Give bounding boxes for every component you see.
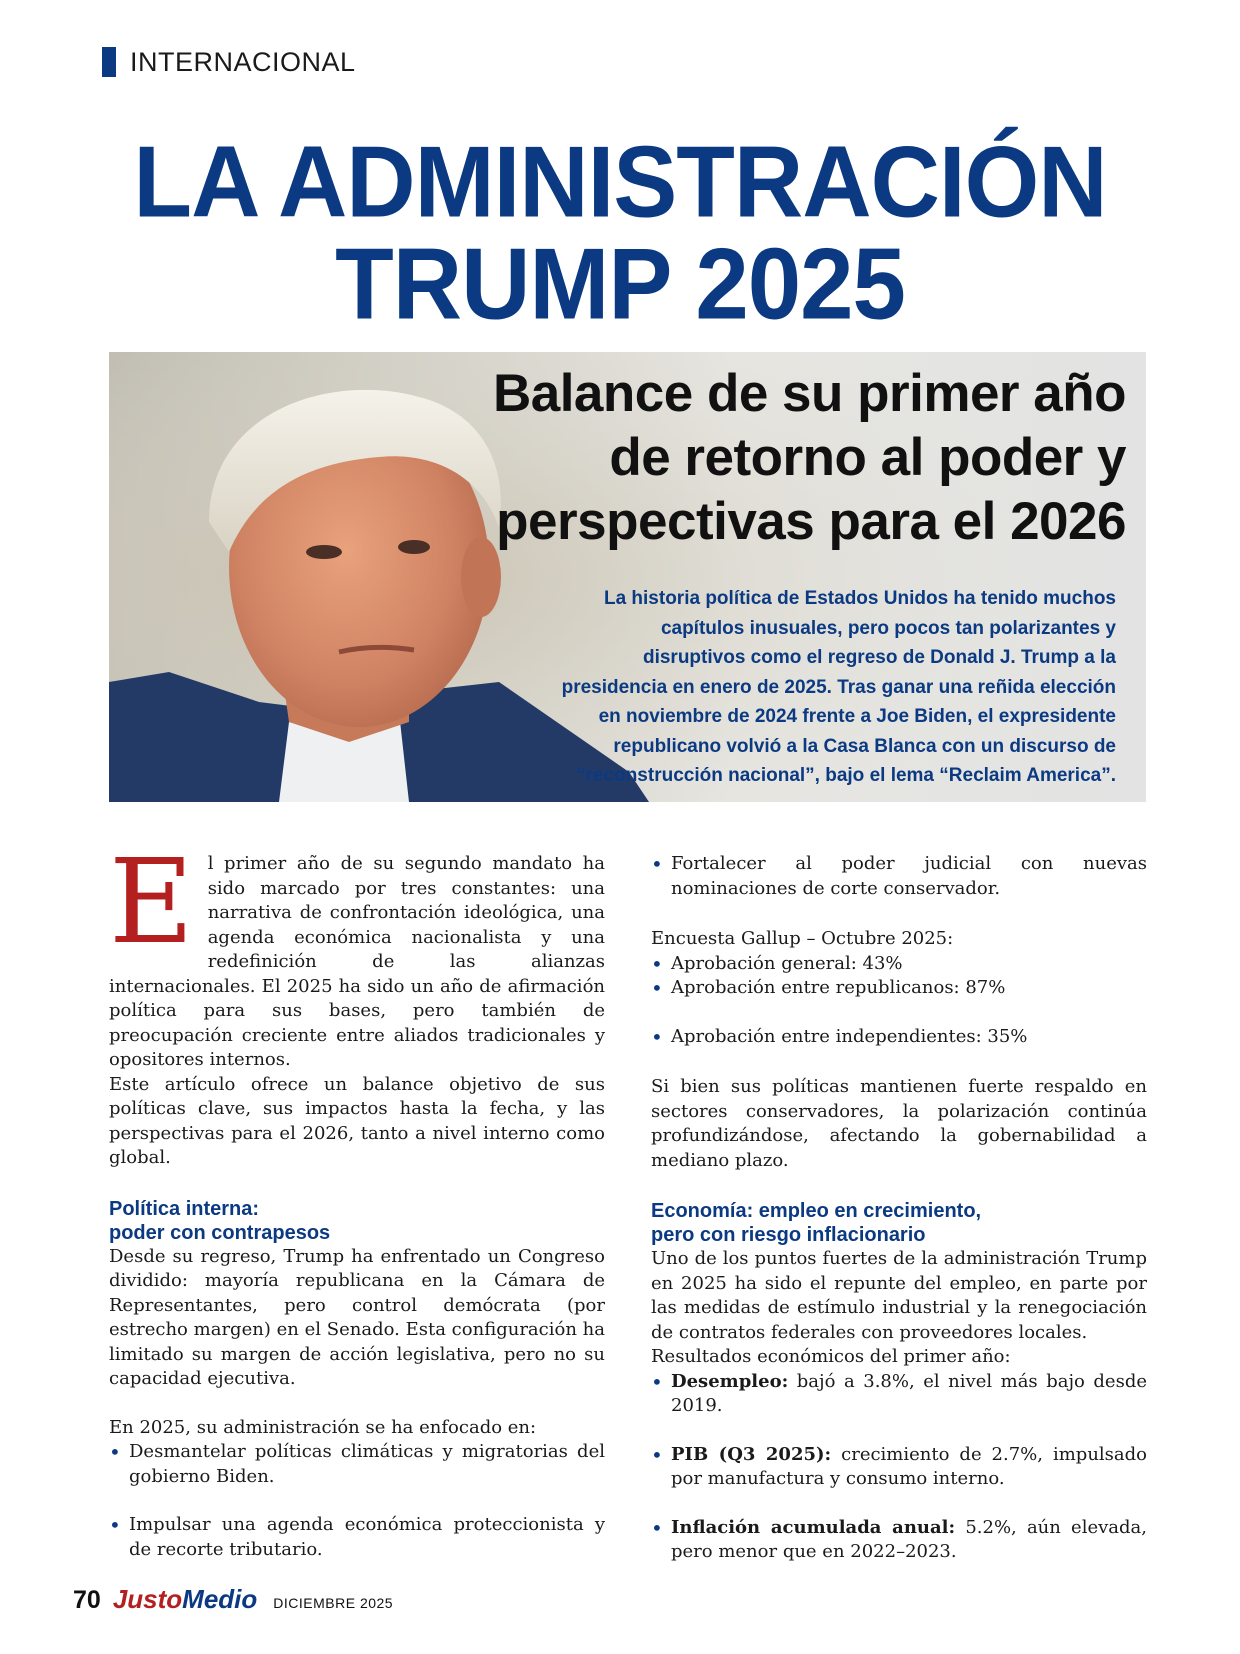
bullet-icon: • (651, 852, 663, 876)
subtitle (493, 362, 1126, 554)
polarizacion-paragraph: Si bien sus políticas mantienen fuerte respaldo en sectores conservadores, la polarización continúa profundizándose, afectando la gobernabilidad a mediano plazo. (651, 1076, 1147, 1171)
bullet-icon: • (651, 976, 663, 1000)
list-item: • PIB (Q3 2025): crecimiento de 2.7%, impulsado por manufactura y consumo interno. (651, 1443, 1147, 1492)
results-title: Resultados económicos del primer año: (651, 1346, 1011, 1367)
politica-paragraph: Desde su regreso, Trump ha enfrentado un Congreso dividido: mayoría republicana en la Cámara de Representantes, pero control demócrata (por estrecho margen) en el Senado. Esta configuración ha limitado su margen de acción legislativa, pero no su capacidad ejecutiva. (109, 1245, 605, 1389)
lead-paragraph: La historia política de Estados Unidos ha tenido muchos capítulos inusuales, pero pocos tan polarizantes y disruptivos como el regreso de Donald J. Trump a la presidencia en enero de 2025. Tras ganar una reñida elección en noviembre de 2024 frente a Joe Biden, el expresidente republicano volvió a la Casa Blanca con un discurso de “reconstrucción nacional”, bajo el lema “Reclaim America”. (561, 588, 1116, 786)
headline (0, 126, 1240, 341)
page-footer (73, 1584, 393, 1615)
subtitle-line-1: Balance de su primer año (492, 364, 1126, 423)
headline-line-2: TRUMP 2025 (335, 228, 905, 341)
right-column (651, 852, 1147, 1565)
subhead-politica-line-2: poder con contrapesos (109, 1221, 331, 1244)
list-item: • Inflación acumulada anual: 5.2%, aún elevada, pero menor que en 2022–2023. (651, 1516, 1147, 1565)
brand-logo-part1: Justo (112, 1584, 183, 1614)
section-bar (102, 47, 116, 77)
list-item: • Aprobación general: 43% (651, 951, 903, 976)
subhead-economia (651, 1199, 1147, 1247)
poll-title: Encuesta Gallup – Octubre 2025: (651, 928, 954, 949)
subhead-economia-line-1: Economía: empleo en crecimiento, (651, 1200, 982, 1222)
list-item: • Desmantelar políticas climáticas y migratorias del gobierno Biden. (109, 1440, 605, 1489)
bullet-icon: • (651, 1515, 663, 1540)
drop-cap: E (109, 835, 194, 970)
bullet-icon: • (651, 1442, 663, 1467)
left-column (109, 835, 605, 1562)
hero-banner (109, 352, 1146, 802)
headline-line-1: LA ADMINISTRACIÓN (133, 126, 1107, 239)
list-item: • Aprobación entre republicanos: 87% (651, 976, 1006, 1000)
brand-logo-part2: Medio (182, 1584, 258, 1614)
intro-text: l primer año de su segundo mandato ha sido marcado por tres constantes: una narrativa de confrontación ideológica, una agenda económica nacionalista y una redefinición de las alianzas internacionales. El 2025 ha sido un año de afirmación política para sus bases, pero también de preocupación creciente entre aliados tradicionales y opositores internos. (109, 853, 605, 1070)
issue-date: DICIEMBRE 2025 (273, 1595, 394, 1611)
subtitle-line-3: perspectivas para el 2026 (496, 492, 1126, 551)
enfoque-paragraph: En 2025, su administración se ha enfocado en: (109, 1416, 537, 1438)
page-number: 70 (73, 1586, 101, 1614)
bullet-icon: • (109, 1440, 121, 1464)
bullet-icon: • (651, 951, 663, 976)
section-label: INTERNACIONAL (130, 46, 356, 77)
bullet-icon: • (109, 1513, 121, 1537)
economia-paragraph: Uno de los puntos fuertes de la administración Trump en 2025 ha sido el repunte del empleo, en parte por las medidas de estímulo industrial y la renegociación de contratos federales con proveedores locales. (651, 1248, 1147, 1343)
list-item: • Aprobación entre independientes: 35% (651, 1024, 1028, 1049)
intro-paragraph-2: Este artículo ofrece un balance objetivo de sus políticas clave, sus impactos hasta la fecha, y las perspectivas para el 2026, tanto a nivel interno como global. (109, 1073, 605, 1168)
bullet-icon: • (651, 1369, 663, 1394)
subhead-politica (109, 1197, 605, 1245)
bullet-icon: • (651, 1024, 663, 1049)
list-item: • Fortalecer al poder judicial con nuevas nominaciones de corte conservador. (651, 852, 1147, 901)
subhead-economia-line-2: pero con riesgo inflacionario (651, 1224, 926, 1246)
list-item: • Desempleo: bajó a 3.8%, el nivel más bajo desde 2019. (651, 1370, 1147, 1419)
section-tag (102, 46, 356, 78)
intro-paragraph (109, 835, 605, 1073)
list-item: • Impulsar una agenda económica proteccionista y de recorte tributario. (109, 1513, 605, 1562)
subtitle-line-2: de retorno al poder y (609, 428, 1126, 487)
subhead-politica-line-1: Política interna: (109, 1197, 260, 1220)
